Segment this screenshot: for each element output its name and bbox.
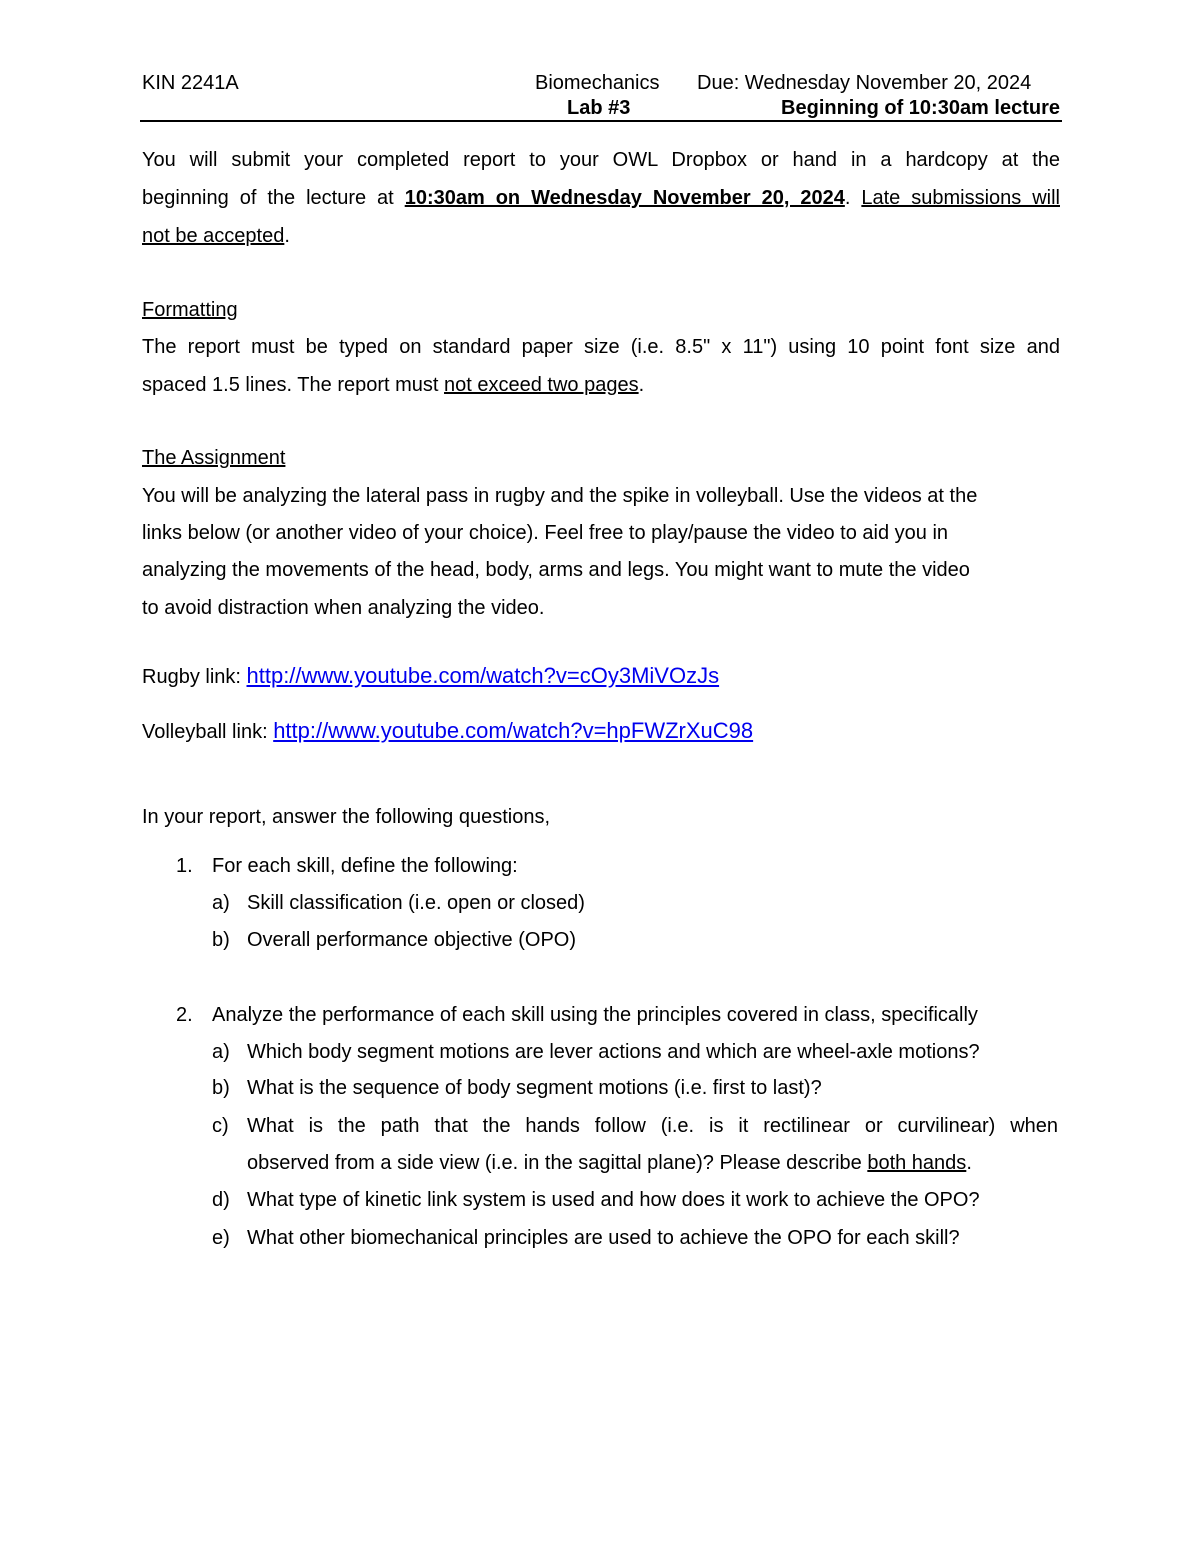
volleyball-link[interactable]: http://www.youtube.com/watch?v=hpFWZrXuC98 (273, 718, 754, 743)
question-1a-letter: a) (212, 892, 230, 914)
course-code: KIN 2241A (142, 72, 239, 94)
formatting-line-2-text: spaced 1.5 lines. The report must (142, 374, 445, 396)
question-2a-text: Which body segment motions are lever actions and which are wheel-axle motions? (247, 1041, 980, 1063)
formatting-line-2-end: . (638, 374, 645, 396)
volleyball-link-row (142, 718, 753, 744)
formatting-heading: Formatting (142, 299, 238, 321)
question-2b-text: What is the sequence of body segment motions (i.e. first to last)? (247, 1077, 822, 1099)
question-1a-text: Skill classification (i.e. open or closed) (247, 892, 585, 914)
intro-not-accepted: not be accepted (142, 225, 285, 247)
assignment-line-1: You will be analyzing the lateral pass in rugby and the spike in volleyball. Use the videos at the (142, 485, 978, 507)
intro-line-1: You will submit your completed report to your OWL Dropbox or hand in a hardcopy at the (142, 149, 1060, 171)
intro-separator: . (844, 187, 862, 209)
volleyball-link-label: Volleyball link: (142, 721, 274, 743)
course-name: Biomechanics (535, 72, 660, 94)
question-2e-letter: e) (212, 1227, 230, 1249)
lab-number: Lab #3 (567, 97, 631, 119)
intro-line-3-end: . (284, 225, 290, 247)
intro-line-3 (142, 225, 290, 248)
intro-deadline: 10:30am on Wednesday November 20, 2024 (404, 187, 845, 209)
question-2-number: 2. (176, 1004, 193, 1026)
question-2c-line-2 (247, 1152, 972, 1175)
intro-line-2 (142, 187, 1060, 210)
formatting-page-limit: not exceed two pages (444, 374, 639, 396)
rugby-link-row (142, 663, 719, 689)
questions-intro: In your report, answer the following questions, (142, 806, 550, 828)
question-2b-letter: b) (212, 1077, 230, 1099)
question-2d-text: What type of kinetic link system is used and how does it work to achieve the OPO? (247, 1189, 980, 1211)
rugby-link[interactable]: http://www.youtube.com/watch?v=cOy3MiVOzJs (246, 663, 720, 688)
question-1b-text: Overall performance objective (OPO) (247, 929, 577, 951)
rugby-link-label: Rugby link: (142, 666, 247, 688)
intro-line-2-text: beginning of the lecture at (142, 187, 405, 209)
question-2c-line-2-end: . (966, 1152, 972, 1174)
question-2c-letter: c) (212, 1115, 229, 1137)
question-1-text: For each skill, define the following: (212, 855, 518, 877)
due-date: Due: Wednesday November 20, 2024 (697, 72, 1032, 94)
question-1b-letter: b) (212, 929, 230, 951)
assignment-line-3: analyzing the movements of the head, body, arms and legs. You might want to mute the video (142, 559, 970, 581)
question-2c-line-1: What is the path that the hands follow (i.e. is it rectilinear or curvilinear) when (247, 1115, 1058, 1137)
question-2d-letter: d) (212, 1189, 230, 1211)
question-1-number: 1. (176, 855, 193, 877)
assignment-line-4: to avoid distraction when analyzing the video. (142, 597, 545, 619)
due-time: Beginning of 10:30am lecture (781, 97, 1060, 119)
intro-late-notice: Late submissions will (861, 187, 1060, 209)
question-2a-letter: a) (212, 1041, 230, 1063)
question-2-text: Analyze the performance of each skill using the principles covered in class, specifically (212, 1004, 978, 1026)
formatting-line-1: The report must be typed on standard paper size (i.e. 8.5" x 11") using 10 point font size and (142, 336, 1060, 358)
question-2c-line-2-text: observed from a side view (i.e. in the sagittal plane)? Please describe (247, 1152, 868, 1174)
question-2c-both-hands: both hands (867, 1152, 967, 1174)
formatting-line-2 (142, 374, 644, 397)
header-divider (140, 120, 1062, 122)
assignment-line-2: links below (or another video of your choice). Feel free to play/pause the video to aid you in (142, 522, 949, 544)
question-2e-text: What other biomechanical principles are used to achieve the OPO for each skill? (247, 1227, 960, 1249)
assignment-heading: The Assignment (142, 447, 286, 469)
